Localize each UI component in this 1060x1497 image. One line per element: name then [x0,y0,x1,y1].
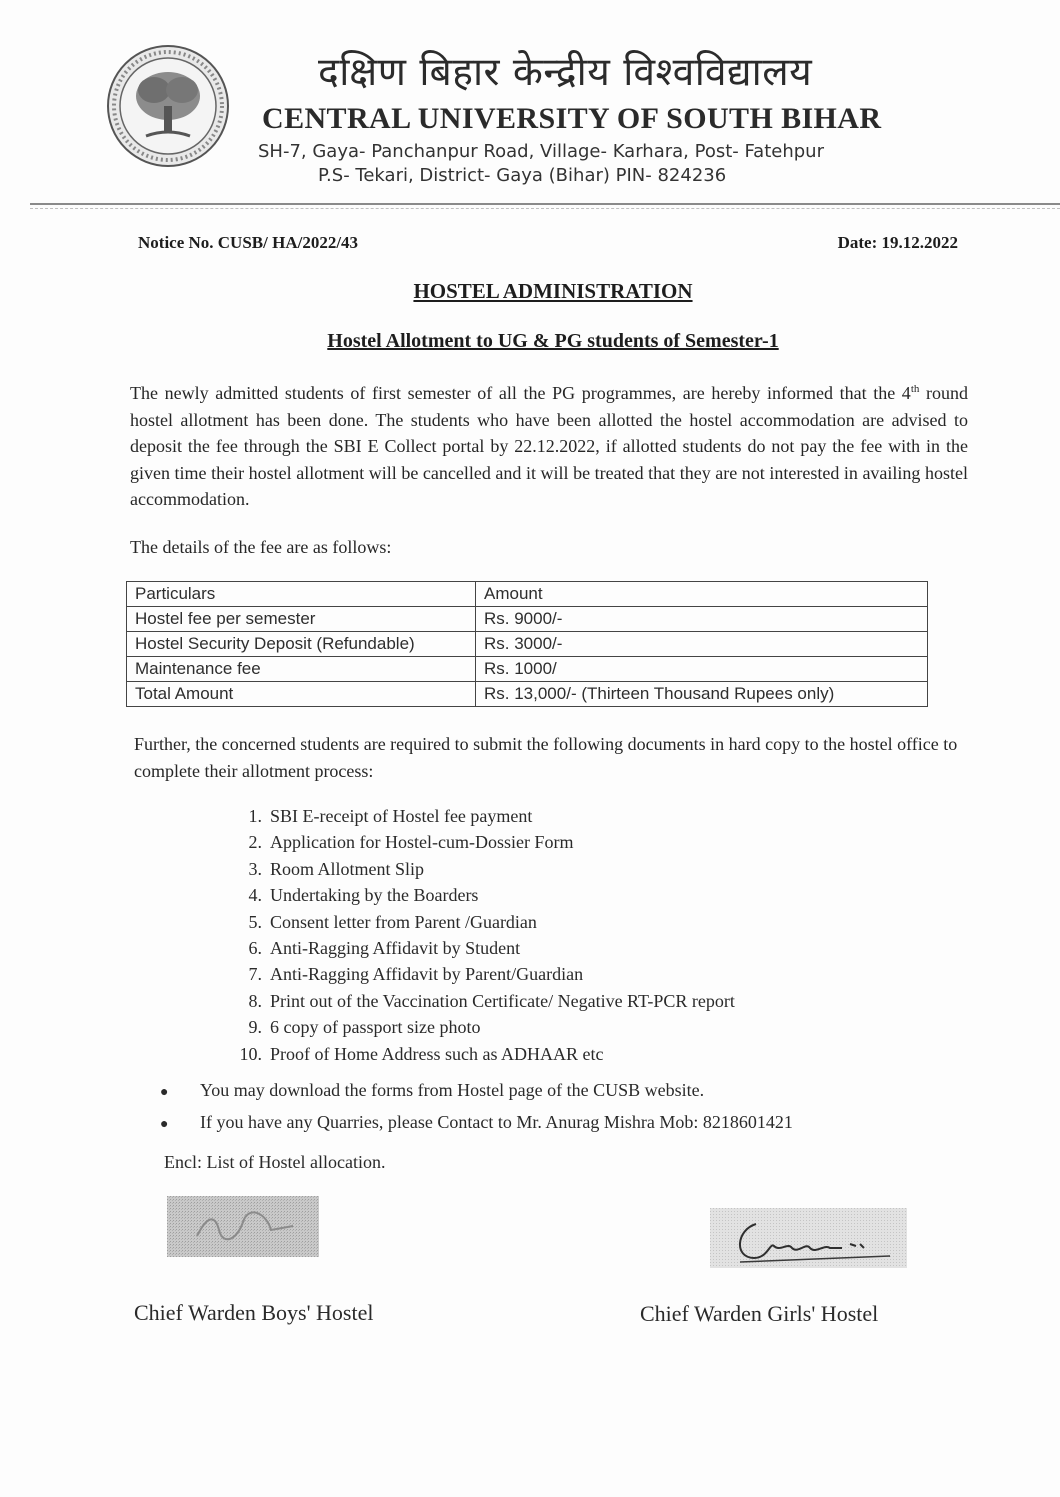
ordinal-suffix: th [910,383,920,395]
letterhead-divider [30,203,1060,205]
documents-intro: Further, the concerned students are required to submit the following documents in hard copy to the hostel office to complete their allotment process: [134,734,958,781]
list-item-number: 7. [248,964,262,985]
list-item [206,935,735,961]
list-item [206,856,735,882]
list-item-text: Anti-Ragging Affidavit by Parent/Guardian [270,964,584,985]
university-logo-icon [106,44,230,168]
list-item-text: Print out of the Vaccination Certificate/ Negative RT-PCR report [270,990,735,1011]
notice-body-paragraph [130,380,968,513]
list-item-text: Proof of Home Address such as ADHAAR etc [270,1043,604,1064]
signatory-right-title: Chief Warden Girls' Hostel [640,1301,879,1326]
list-item [206,1014,735,1040]
table-row [127,657,928,682]
table-cell-amount: Rs. 9000/- [476,607,928,632]
notice-date: Date: 19.12.2022 [837,233,958,252]
table-cell-particular: Maintenance fee [127,657,476,682]
letterhead-divider-secondary [30,208,1060,209]
signature-right-image [710,1208,907,1268]
table-row [127,682,928,707]
table-cell-amount: Rs. 1000/ [476,657,928,682]
enclosure-note: Encl: List of Hostel allocation. [164,1152,386,1172]
table-header-row [127,582,928,607]
list-item-text: Anti-Ragging Affidavit by Student [270,937,521,958]
list-item-number: 4. [248,885,262,906]
address-line-1: SH-7, Gaya- Panchanpur Road, Village- Karhara, Post- Fatehpur [258,141,824,162]
list-item-text: Consent letter from Parent /Guardian [270,911,537,932]
list-item [206,988,735,1014]
notice-subheading: Hostel Allotment to UG & PG students of Semester-1 [327,330,779,352]
bullet-item [160,1106,793,1138]
table-cell-amount: Rs. 13,000/- (Thirteen Thousand Rupees only) [476,682,928,707]
bullet-text: You may download the forms from Hostel page of the CUSB website. [200,1080,705,1100]
list-item-number: 8. [248,990,262,1011]
fee-table [126,581,928,707]
university-english-name: CENTRAL UNIVERSITY OF SOUTH BIHAR [262,102,882,135]
table-cell-amount: Rs. 3000/- [476,632,928,657]
signatory-left-title: Chief Warden Boys' Hostel [134,1300,374,1325]
signature-left-image [167,1196,319,1257]
list-item [206,961,735,987]
bullet-icon: ● [160,1117,169,1132]
list-item-number: 9. [248,1017,262,1038]
paragraph-text-part-2: round hostel allotment has been done. The students who have been allotted the hostel accommodation are advised to deposit the fee through the SBI E Collect portal by 22.12.2022, if allotted students do not pay the fee with in the given time their hostel allotment will be cancelled and it will be treated that they are not interested in availing hostel accommodation. [130,383,968,509]
list-item-number: 10. [239,1043,262,1064]
bullet-item [160,1074,793,1106]
bullet-text: If you have any Quarries, please Contact to Mr. Anurag Mishra Mob: 8218601421 [200,1112,793,1132]
list-item-text: Undertaking by the Boarders [270,885,479,906]
notice-number: Notice No. CUSB/ HA/2022/43 [138,233,359,252]
table-row [127,632,928,657]
notice-heading: HOSTEL ADMINISTRATION [413,279,693,303]
list-item-number: 5. [248,911,262,932]
list-item-text: 6 copy of passport size photo [270,1017,481,1038]
address-line-2: P.S- Tekari, District- Gaya (Bihar) PIN- 824236 [318,165,727,186]
list-item-text: Room Allotment Slip [270,858,425,879]
list-item-number: 6. [248,937,262,958]
fee-intro: The details of the fee are as follows: [130,537,392,557]
bullet-icon: ● [160,1085,169,1100]
list-item [206,882,735,908]
list-item [206,829,735,855]
list-item-text: Application for Hostel-cum-Dossier Form [270,832,574,853]
list-item-text: SBI E-receipt of Hostel fee payment [270,806,533,826]
university-hindi-name: दक्षिण बिहार केन्द्रीय विश्वविद्यालय [318,50,813,95]
paragraph-text-part-1: The newly admitted students of first semester of all the PG programmes, are hereby informed that the 4 [130,383,911,403]
table-row [127,607,928,632]
list-item [206,803,735,829]
info-bullets [160,1074,793,1138]
list-item-number: 1. [248,806,262,826]
table-header-cell: Particulars [127,582,476,607]
table-cell-particular: Hostel Security Deposit (Refundable) [127,632,476,657]
documents-list [206,803,735,1067]
list-item-number: 3. [248,858,262,879]
table-header-cell: Amount [476,582,928,607]
list-item-number: 2. [248,832,262,853]
list-item [206,909,735,935]
table-cell-particular: Hostel fee per semester [127,607,476,632]
table-cell-particular: Total Amount [127,682,476,707]
list-item [206,1041,735,1067]
